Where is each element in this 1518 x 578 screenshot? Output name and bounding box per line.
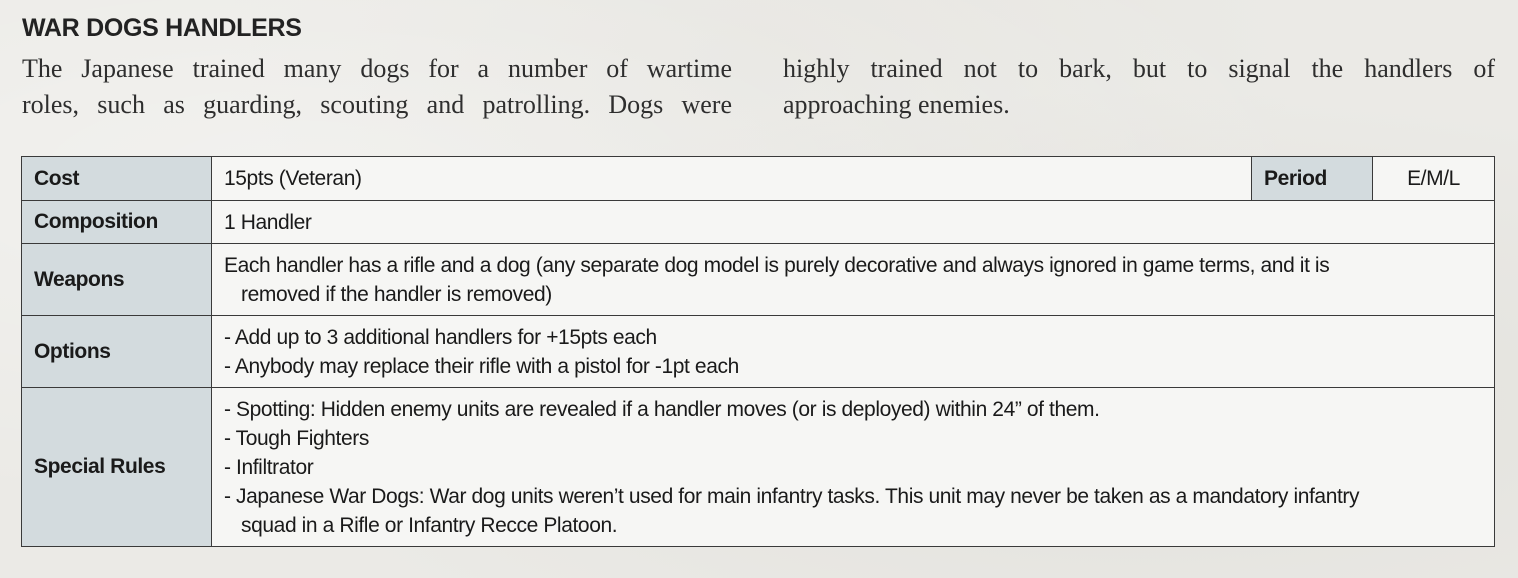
composition-value: 1 Handler [212, 201, 1495, 244]
cost-value: 15pts (Veteran) [212, 157, 1252, 201]
period-label: Period [1252, 157, 1373, 201]
cost-label: Cost [22, 157, 212, 201]
table-row-weapons [22, 244, 1495, 316]
weapons-line: removed if the handler is removed) [241, 282, 552, 306]
special-rule-line: - Japanese War Dogs: War dog units weren’t used for main infantry tasks. This unit may never be taken as a mandatory infantry [224, 484, 1360, 508]
options-line: - Add up to 3 additional handlers for +15pts each [224, 325, 657, 349]
table-row-special-rules [22, 388, 1495, 547]
table-row-options [22, 316, 1495, 388]
weapons-value [212, 244, 1495, 316]
unit-title: WAR DOGS HANDLERS [22, 14, 302, 42]
options-label: Options [22, 316, 212, 388]
intro-text-left [22, 51, 732, 123]
intro-line: highly trained not to bark, but to signal the handlers of [783, 54, 1495, 83]
special-rule-line: - Tough Fighters [224, 426, 369, 450]
intro-line: roles, such as guarding, scouting and patrolling. Dogs were [22, 90, 732, 119]
options-line: - Anybody may replace their rifle with a pistol for -1pt each [224, 354, 739, 378]
special-rule-line: - Spotting: Hidden enemy units are revealed if a handler moves (or is deployed) within 24” of them. [224, 397, 1100, 421]
intro-line: approaching enemies. [783, 90, 1010, 119]
intro-text-right [783, 51, 1495, 123]
special-rule-line: - Infiltrator [224, 455, 314, 479]
intro-line: The Japanese trained many dogs for a number of wartime [22, 54, 732, 83]
special-rules-value [212, 388, 1495, 547]
unit-stats-table [21, 156, 1495, 547]
composition-label: Composition [22, 201, 212, 244]
period-value: E/M/L [1373, 157, 1495, 201]
table-row-composition [22, 201, 1495, 244]
table-row-cost [22, 157, 1495, 201]
weapons-line: Each handler has a rifle and a dog (any separate dog model is purely decorative and always ignored in game terms, and it is [224, 253, 1330, 277]
special-rules-label: Special Rules [22, 388, 212, 547]
options-value [212, 316, 1495, 388]
special-rule-line: squad in a Rifle or Infantry Recce Platoon. [241, 513, 618, 537]
weapons-label: Weapons [22, 244, 212, 316]
